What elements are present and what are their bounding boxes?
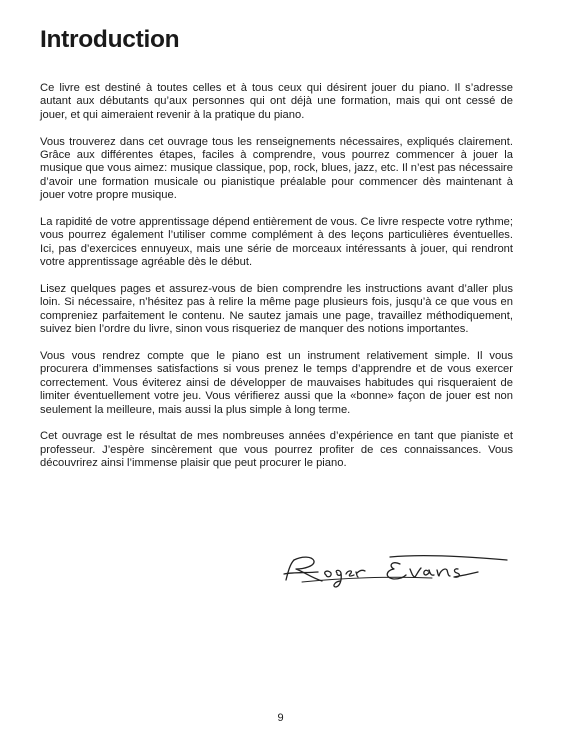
- paragraph-3: La rapidité de votre apprentissage dépend entièrement de vous. Ce livre respecte votre rythme; vous pourrez également l’utiliser comme complément à des leçons particulières éventuelles. Ici, pas d’exercices ennuyeux, mais une série de morceaux intéressants à jouer, qui rendront votre apprentissage agréable dès le début.: [40, 216, 513, 269]
- paragraph-4: Lisez quelques pages et assurez-vous de bien comprendre les instructions avant d’aller plus loin. Si nécessaire, n’hésitez pas à relire la même page plusieurs fois, jusqu’à ce que vous en compreniez parfaitement le contenu. Ne sautez jamais une page, travaillez méthodiquement, suivez bien l’ordre du livre, sinon vous risqueriez de manquer des notions importantes.: [40, 283, 513, 336]
- paragraph-2: Vous trouverez dans cet ouvrage tous les renseignements nécessaires, expliqués clairement. Grâce aux différentes étapes, faciles à comprendre, vous pourrez commencer à jouer la musique que vous aimez: musique classique, pop, rock, blues, jazz, etc. Il n’est pas nécessaire d’avoir une formation musicale ou pianistique préalable pour commencer dès maintenant à jouer votre propre musique.: [40, 135, 513, 202]
- handwritten-signature: [282, 548, 514, 590]
- page-number: 9: [277, 712, 284, 724]
- paragraph-5: Vous vous rendrez compte que le piano est un instrument relativement simple. Il vous procurera d’immenses satisfactions si vous prenez le temps d’apprendre et de vous exercer correctement. Vous éviterez ainsi de développer de mauvaises habitudes qui risqueraient de limiter éventuellement votre jeu. Vous vérifierez aussi que la «bonne» façon de jouer est non seulement la meilleure, mais aussi la plus simple à long terme.: [40, 350, 513, 416]
- page-title: Introduction: [40, 26, 180, 53]
- body-text: [40, 82, 513, 484]
- paragraph-1: Ce livre est destiné à toutes celles et à tous ceux qui désirent jouer du piano. Il s’adresse autant aux débutants qu’aux personnes qui ont déjà une formation, mais qui ont cessé de jouer, et qui aimeraient revenir à la pratique du piano.: [40, 82, 513, 121]
- paragraph-6: Cet ouvrage est le résultat de mes nombreuses années d’expérience en tant que pianiste et professeur. J’espère sincèrement que vous pourrez profiter de ces connaissances. Vous découvrirez ainsi l’immense plaisir que peut procurer le piano.: [40, 430, 513, 470]
